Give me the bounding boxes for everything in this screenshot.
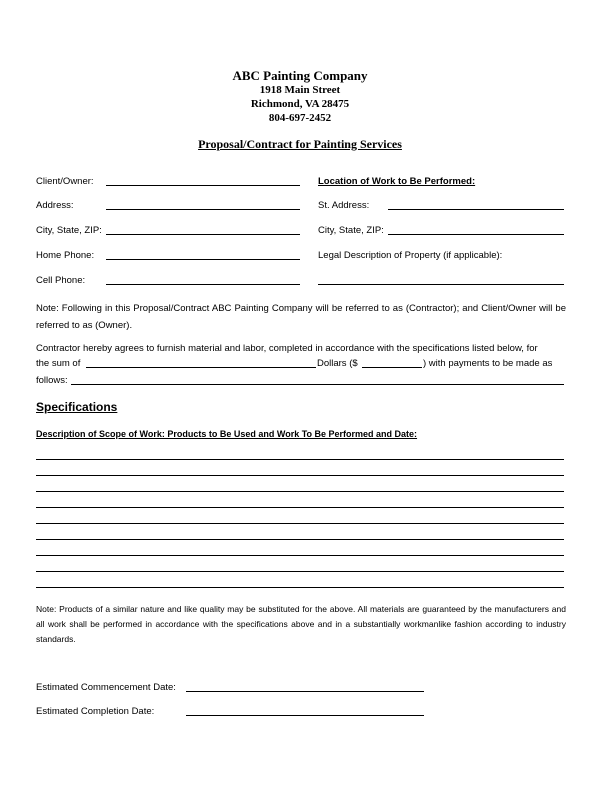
location-city-label: City, State, ZIP: [318, 225, 384, 236]
specifications-heading: Specifications [36, 400, 118, 414]
completion-date-label: Estimated Completion Date: [36, 706, 155, 717]
company-name: ABC Painting Company [232, 68, 368, 83]
scope-line[interactable] [36, 507, 564, 508]
materials-note: Note: Products of a similar nature and like quality may be substituted for the above. All materials are guaranteed by the manufacturers and all work shall be performed in accordance with the specifications above and in a substantially workmanlike fashion according to industry standards. [36, 604, 566, 644]
sum-prefix-label: the sum of [36, 358, 81, 369]
client-owner-label: Client/Owner: [36, 176, 94, 187]
client-city-label: City, State, ZIP: [36, 225, 102, 236]
location-street-label: St. Address: [318, 200, 370, 211]
sum-words-field[interactable] [86, 367, 316, 368]
scope-line[interactable] [36, 523, 564, 524]
scope-line[interactable] [36, 555, 564, 556]
scope-of-work-heading: Description of Scope of Work: Products to Be Used and Work To Be Performed and Date: [36, 429, 418, 439]
scope-line[interactable] [36, 539, 564, 540]
client-city-field[interactable] [106, 234, 300, 235]
client-owner-field[interactable] [106, 185, 300, 186]
commencement-date-label: Estimated Commencement Date: [36, 682, 176, 693]
company-city: Richmond, VA 28475 [250, 98, 350, 110]
sum-amount-field[interactable] [362, 367, 422, 368]
contractor-note: Note: Following in this Proposal/Contract ABC Painting Company will be referred to as (Contractor); and Client/Owner will be referred to as (Owner). [36, 303, 566, 331]
follows-label: follows: [36, 375, 68, 386]
commencement-date-field[interactable] [186, 691, 424, 692]
scope-line[interactable] [36, 459, 564, 460]
scope-line[interactable] [36, 571, 564, 572]
company-street: 1918 Main Street [259, 84, 341, 96]
client-home-phone-label: Home Phone: [36, 250, 95, 261]
location-street-field[interactable] [388, 209, 564, 210]
client-cell-phone-field[interactable] [106, 284, 300, 285]
client-address-field[interactable] [106, 209, 300, 210]
payments-label: ) with payments to be made as [423, 358, 553, 369]
location-city-field[interactable] [388, 234, 564, 235]
payment-terms-field[interactable] [71, 384, 564, 385]
client-address-label: Address: [36, 200, 74, 211]
completion-date-field[interactable] [186, 715, 424, 716]
company-phone: 804-697-2452 [268, 112, 332, 124]
client-cell-phone-label: Cell Phone: [36, 275, 86, 286]
contract-line-1: Contractor hereby agrees to furnish material and labor, completed in accordance with the specifications listed below, for [36, 343, 538, 354]
document-title: Proposal/Contract for Painting Services [198, 137, 402, 151]
scope-line[interactable] [36, 587, 564, 588]
location-legal-label: Legal Description of Property (if applicable): [318, 250, 503, 261]
location-legal-field[interactable] [318, 284, 564, 285]
client-home-phone-field[interactable] [106, 259, 300, 260]
scope-line[interactable] [36, 491, 564, 492]
location-heading: Location of Work to Be Performed: [318, 176, 476, 187]
scope-line[interactable] [36, 475, 564, 476]
dollars-label: Dollars ($ [317, 358, 358, 369]
